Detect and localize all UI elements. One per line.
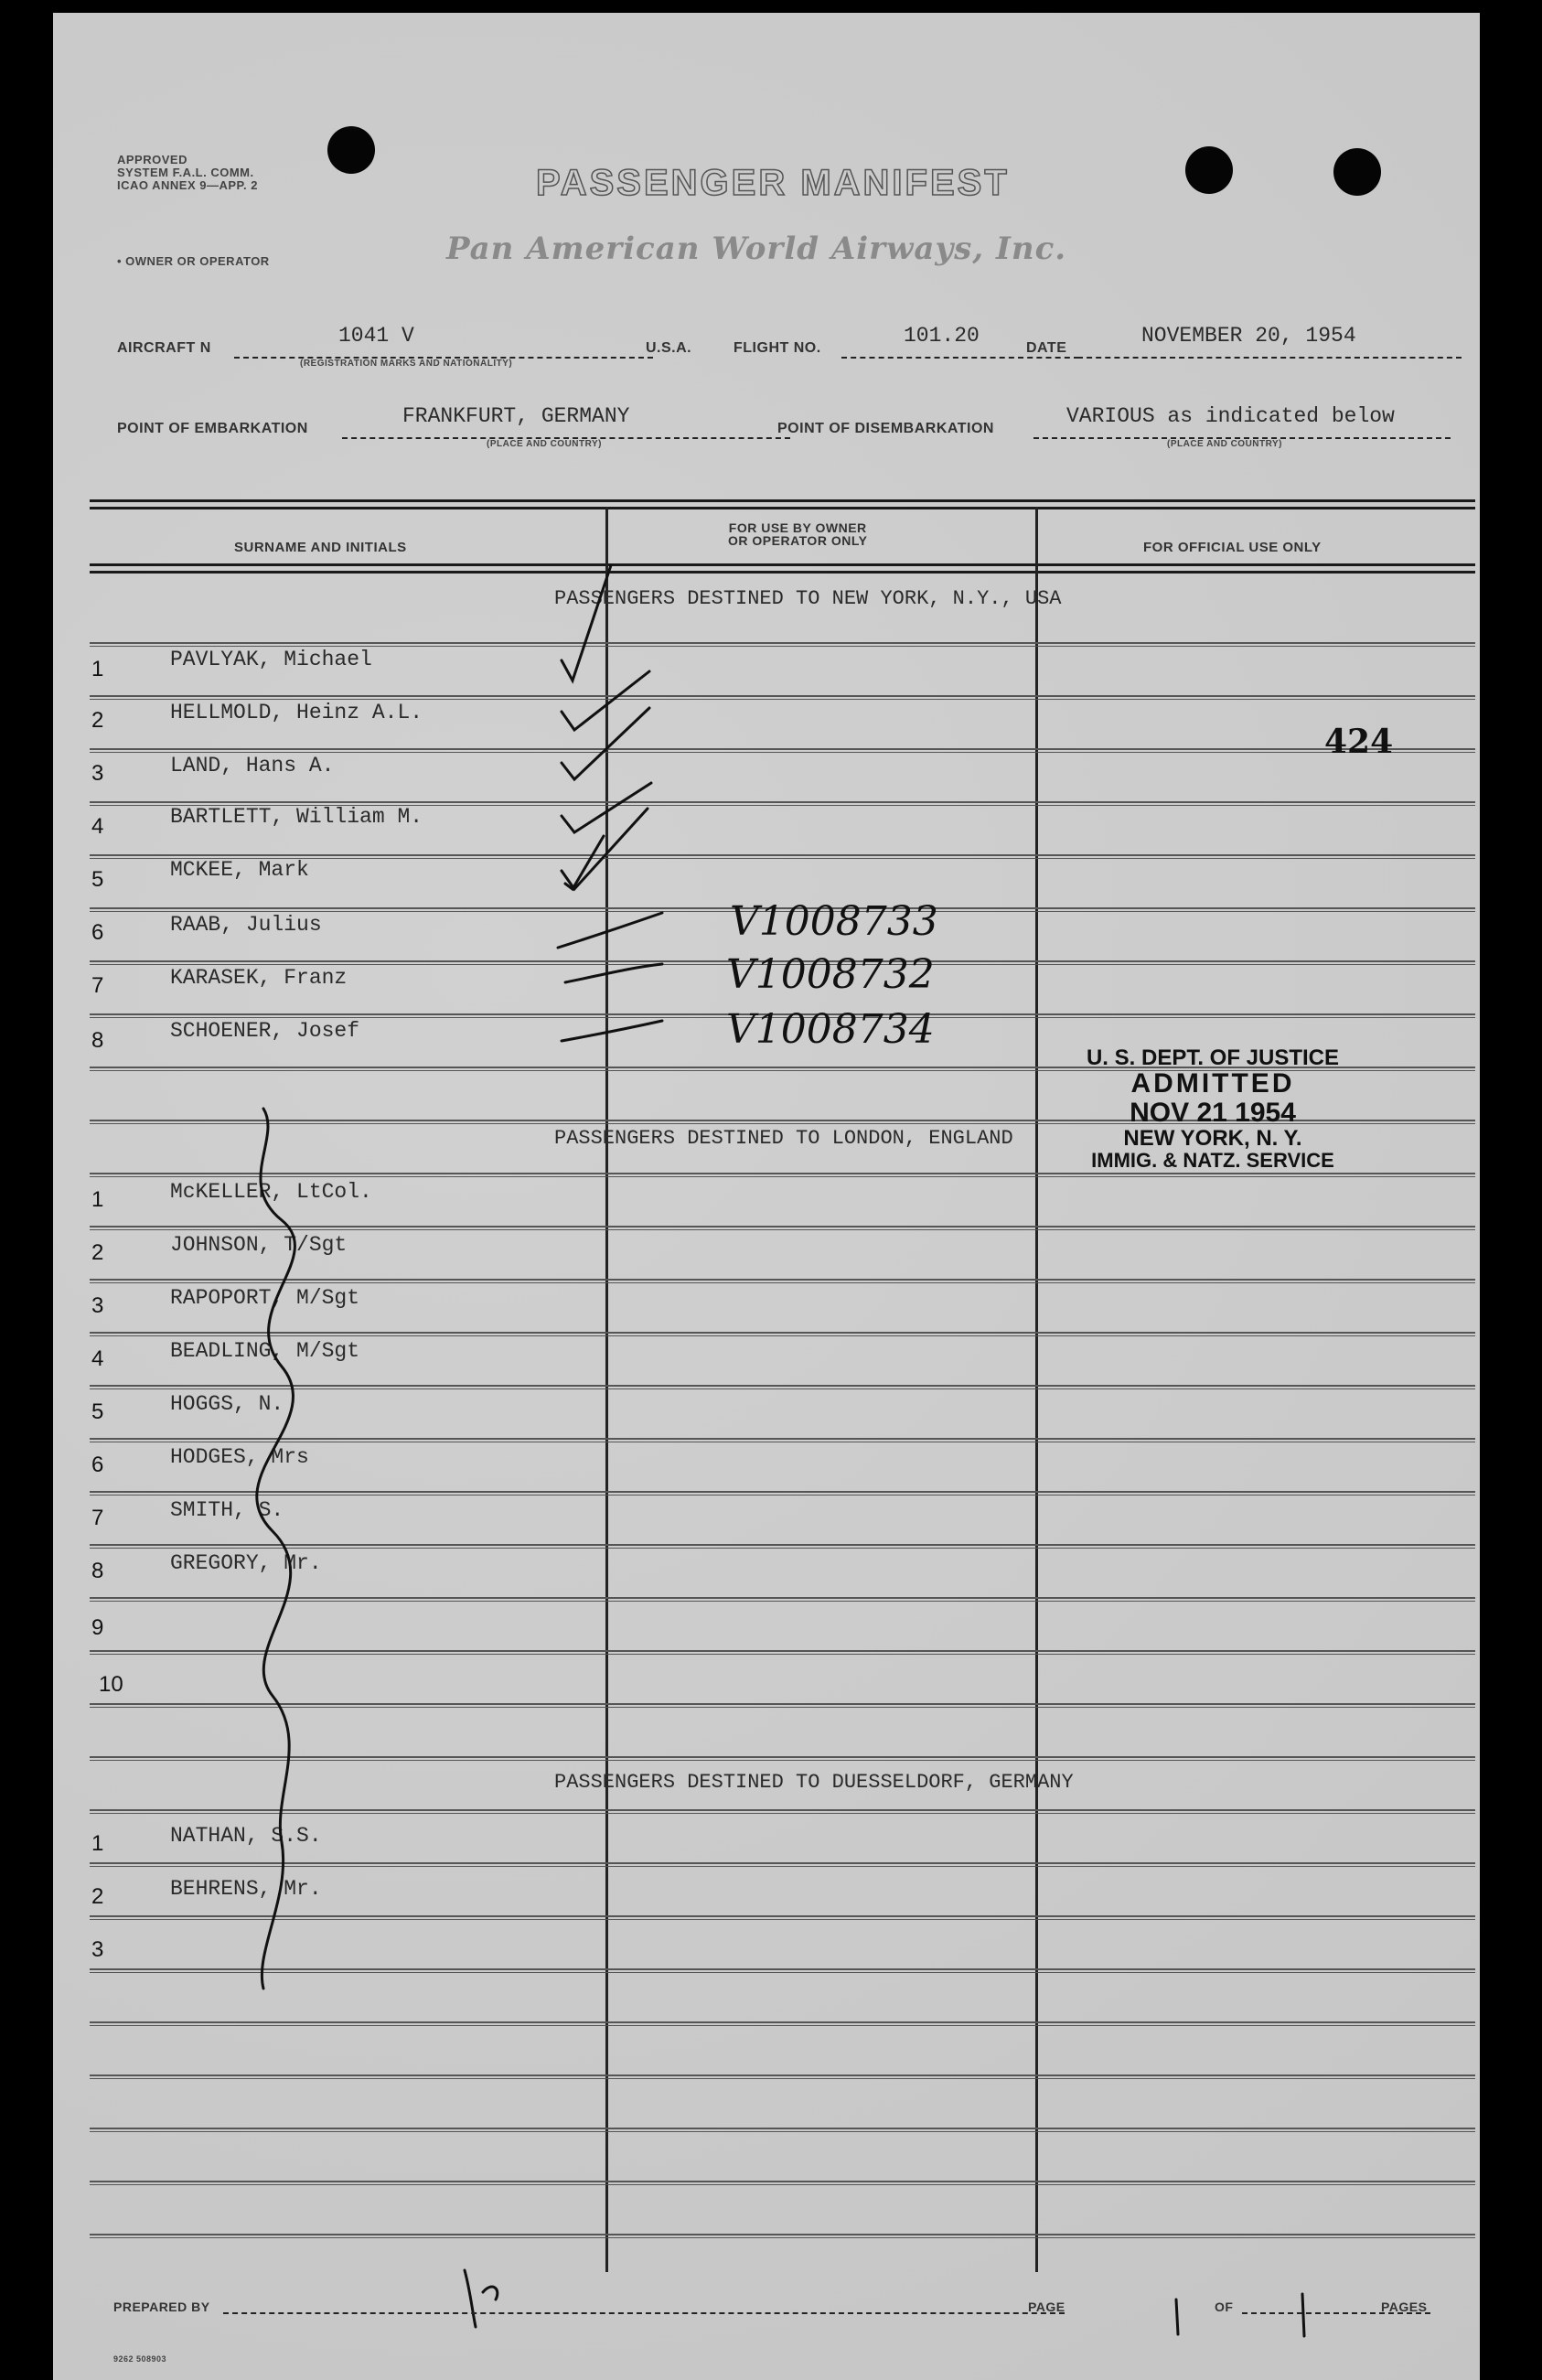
ldn-row-num-10: 10 <box>99 1672 123 1697</box>
ny-row-num-5: 5 <box>91 867 104 892</box>
manifest-sheet <box>53 13 1480 2380</box>
punch-hole-right-2 <box>1333 148 1381 196</box>
checkmark-5 <box>562 809 648 889</box>
disembarkation-caption: (PLACE AND COUNTRY) <box>1167 439 1282 449</box>
row-rule <box>90 2234 1475 2235</box>
ldn-row-num-2: 2 <box>91 1240 104 1265</box>
embarkation-value: FRANKFURT, GERMANY <box>402 404 630 428</box>
approval-block <box>117 154 258 192</box>
row-rule <box>90 1915 1475 1917</box>
row-rule <box>90 1809 1475 1811</box>
owner-col-line-2: OR OPERATOR ONLY <box>728 533 868 548</box>
airline-name: Pan American World Airways, Inc. <box>446 230 1067 267</box>
row-rule <box>90 2237 1475 2238</box>
ldn-row-num-8: 8 <box>91 1559 104 1583</box>
row-rule <box>90 1650 1475 1652</box>
column-divider-1 <box>605 507 608 2272</box>
ny-passenger-3: LAND, Hans A. <box>170 754 335 777</box>
checkmark-6 <box>565 836 604 889</box>
row-rule <box>90 642 1475 644</box>
visa-code-schoener: V1008734 <box>726 1006 935 1053</box>
row-rule <box>90 1703 1475 1705</box>
registration-caption: (REGISTRATION MARKS AND NATIONALITY) <box>300 359 513 369</box>
ldn-passenger-6: HODGES, Mrs <box>170 1445 309 1469</box>
ldn-passenger-3: RAPOPORT, M/Sgt <box>170 1286 360 1310</box>
footer-initials <box>465 2270 498 2327</box>
usa-label: U.S.A. <box>646 340 692 356</box>
dus-passenger-1: NATHAN, S.S. <box>170 1824 322 1848</box>
embarkation-caption: (PLACE AND COUNTRY) <box>487 439 602 449</box>
row-rule <box>90 752 1475 753</box>
row-rule <box>90 1176 1475 1177</box>
ny-passenger-5: MCKEE, Mark <box>170 858 309 882</box>
column-divider-2 <box>1035 507 1038 2272</box>
annotation-number: 424 <box>1324 723 1394 761</box>
row-rule <box>90 2184 1475 2185</box>
dash-6 <box>558 913 662 948</box>
stamp-line-5: IMMIG. & NATZ. SERVICE <box>1091 1149 1334 1173</box>
date-underline <box>1077 357 1462 359</box>
row-rule <box>90 2025 1475 2026</box>
owner-label-text: OWNER OR OPERATOR <box>125 254 270 268</box>
visa-code-raab: V1008733 <box>730 898 938 945</box>
pages-label: PAGES <box>1381 2300 1428 2314</box>
row-rule <box>90 646 1475 647</box>
ldn-row-num-7: 7 <box>91 1506 104 1530</box>
ny-row-num-3: 3 <box>91 761 104 786</box>
row-rule <box>90 1601 1475 1602</box>
ldn-passenger-1: McKELLER, LtCol. <box>170 1180 372 1204</box>
disembarkation-value: VARIOUS as indicated below <box>1066 404 1395 428</box>
embarkation-label: POINT OF EMBARKATION <box>117 421 308 436</box>
row-rule <box>90 1813 1475 1814</box>
row-rule <box>90 1279 1475 1281</box>
dash-8 <box>562 1021 662 1041</box>
punch-hole-right-1 <box>1185 146 1233 194</box>
row-rule <box>90 1332 1475 1334</box>
of-value <box>1288 2289 1305 2321</box>
row-rule <box>90 1548 1475 1549</box>
row-rule <box>90 1544 1475 1546</box>
row-rule <box>90 1335 1475 1336</box>
row-rule <box>90 801 1475 803</box>
page-value <box>1163 2289 1181 2321</box>
row-rule <box>90 1919 1475 1920</box>
checkmark-1 <box>562 565 611 681</box>
ldn-row-num-5: 5 <box>91 1399 104 1424</box>
ny-row-num-2: 2 <box>91 708 104 733</box>
row-rule <box>90 1385 1475 1387</box>
stamp-line-1: U. S. DEPT. OF JUSTICE <box>1086 1045 1340 1070</box>
flight-label: FLIGHT NO. <box>734 340 821 356</box>
approval-line-3: ICAO ANNEX 9—APP. 2 <box>117 178 258 192</box>
ldn-passenger-8: GREGORY, Mr. <box>170 1551 322 1575</box>
ldn-row-num-9: 9 <box>91 1615 104 1640</box>
column-header-owner <box>728 521 867 547</box>
owner-label: • OWNER OR OPERATOR <box>117 254 270 268</box>
disembarkation-label: POINT OF DISEMBARKATION <box>777 421 994 436</box>
flight-value: 101.20 <box>904 324 980 348</box>
row-rule <box>90 1226 1475 1228</box>
column-header-official: FOR OFFICIAL USE ONLY <box>1143 540 1322 555</box>
ldn-passenger-4: BEADLING, M/Sgt <box>170 1339 360 1363</box>
header-rule-4 <box>90 571 1475 574</box>
dus-passenger-2: BEHRENS, Mr. <box>170 1877 322 1901</box>
ldn-row-num-1: 1 <box>91 1187 104 1212</box>
ny-passenger-4: BARTLETT, William M. <box>170 805 423 829</box>
ny-row-num-1: 1 <box>91 657 104 681</box>
dus-row-num-3: 3 <box>91 1937 104 1962</box>
ny-passenger-8: SCHOENER, Josef <box>170 1019 360 1043</box>
row-rule <box>90 748 1475 750</box>
row-rule <box>90 1229 1475 1230</box>
header-rule-2 <box>90 507 1475 509</box>
row-rule <box>90 1495 1475 1496</box>
flight-underline <box>841 357 1079 359</box>
section-heading-duesseldorf: PASSENGERS DESTINED TO DUESSELDORF, GERMANY <box>554 1771 1074 1794</box>
row-rule <box>90 1597 1475 1599</box>
aircraft-value: 1041 V <box>338 324 414 348</box>
ldn-passenger-7: SMITH, S. <box>170 1498 284 1522</box>
row-rule <box>90 2131 1475 2132</box>
ldn-passenger-5: HOGGS, N. <box>170 1392 284 1416</box>
date-value: NOVEMBER 20, 1954 <box>1141 324 1356 348</box>
row-rule <box>90 1866 1475 1867</box>
owner-col-line-1: FOR USE BY OWNER <box>728 520 867 535</box>
visa-code-karasek: V1008732 <box>726 951 935 998</box>
dus-row-num-1: 1 <box>91 1831 104 1856</box>
row-rule <box>90 1862 1475 1864</box>
of-label: OF <box>1215 2300 1234 2314</box>
approval-line-1: APPROVED <box>117 153 187 166</box>
date-label: DATE <box>1026 340 1067 356</box>
ny-passenger-2: HELLMOLD, Heinz A.L. <box>170 701 423 724</box>
approval-line-2: SYSTEM F.A.L. COMM. <box>117 166 254 179</box>
ny-passenger-6: RAAB, Julius <box>170 913 322 937</box>
row-rule <box>90 695 1475 697</box>
ldn-passenger-2: JOHNSON, T/Sgt <box>170 1233 348 1257</box>
row-rule <box>90 2074 1475 2076</box>
section-heading-london: PASSENGERS DESTINED TO LONDON, ENGLAND <box>554 1127 1013 1150</box>
ldn-row-num-6: 6 <box>91 1453 104 1477</box>
row-rule <box>90 699 1475 700</box>
row-rule <box>90 2181 1475 2182</box>
section-heading-new-york: PASSENGERS DESTINED TO NEW YORK, N.Y., USA <box>554 587 1062 610</box>
ldn-row-num-3: 3 <box>91 1293 104 1318</box>
row-rule <box>90 1388 1475 1389</box>
prepared-by-label: PREPARED BY <box>113 2300 210 2314</box>
ny-passenger-7: KARASEK, Franz <box>170 966 348 990</box>
row-rule <box>90 1491 1475 1493</box>
header-rule-3 <box>90 563 1475 566</box>
header-rule-1 <box>90 499 1475 502</box>
ny-row-num-8: 8 <box>91 1028 104 1053</box>
admitted-stamp <box>1076 1046 1350 1171</box>
dus-row-num-2: 2 <box>91 1884 104 1909</box>
row-rule <box>90 1760 1475 1761</box>
row-rule <box>90 1968 1475 1970</box>
row-rule <box>90 1438 1475 1440</box>
row-rule <box>90 1173 1475 1174</box>
ny-row-num-6: 6 <box>91 920 104 945</box>
page-title: PASSENGER MANIFEST <box>536 163 1010 203</box>
stamp-line-3: NOV 21 1954 <box>1130 1097 1296 1128</box>
row-rule <box>90 1756 1475 1758</box>
form-number: 9262 508903 <box>113 2354 167 2364</box>
ny-row-num-4: 4 <box>91 814 104 839</box>
row-rule <box>90 2021 1475 2023</box>
dash-7 <box>565 964 662 982</box>
row-rule <box>90 1707 1475 1708</box>
row-rule <box>90 1654 1475 1655</box>
row-rule <box>90 2078 1475 2079</box>
row-rule <box>90 2128 1475 2129</box>
row-rule <box>90 854 1475 856</box>
prepared-by-underline <box>223 2312 1065 2314</box>
page-label: PAGE <box>1028 2300 1065 2314</box>
aircraft-label: AIRCRAFT N <box>117 340 211 356</box>
punch-hole-left <box>327 126 375 174</box>
stamp-line-4: NEW YORK, N. Y. <box>1123 1126 1302 1152</box>
column-header-surname: SURNAME AND INITIALS <box>234 540 407 555</box>
ldn-row-num-4: 4 <box>91 1346 104 1371</box>
ny-passenger-1: PAVLYAK, Michael <box>170 648 372 671</box>
ny-row-num-7: 7 <box>91 973 104 998</box>
row-rule <box>90 1282 1475 1283</box>
row-rule <box>90 1972 1475 1973</box>
stamp-line-2: ADMITTED <box>1130 1068 1295 1099</box>
